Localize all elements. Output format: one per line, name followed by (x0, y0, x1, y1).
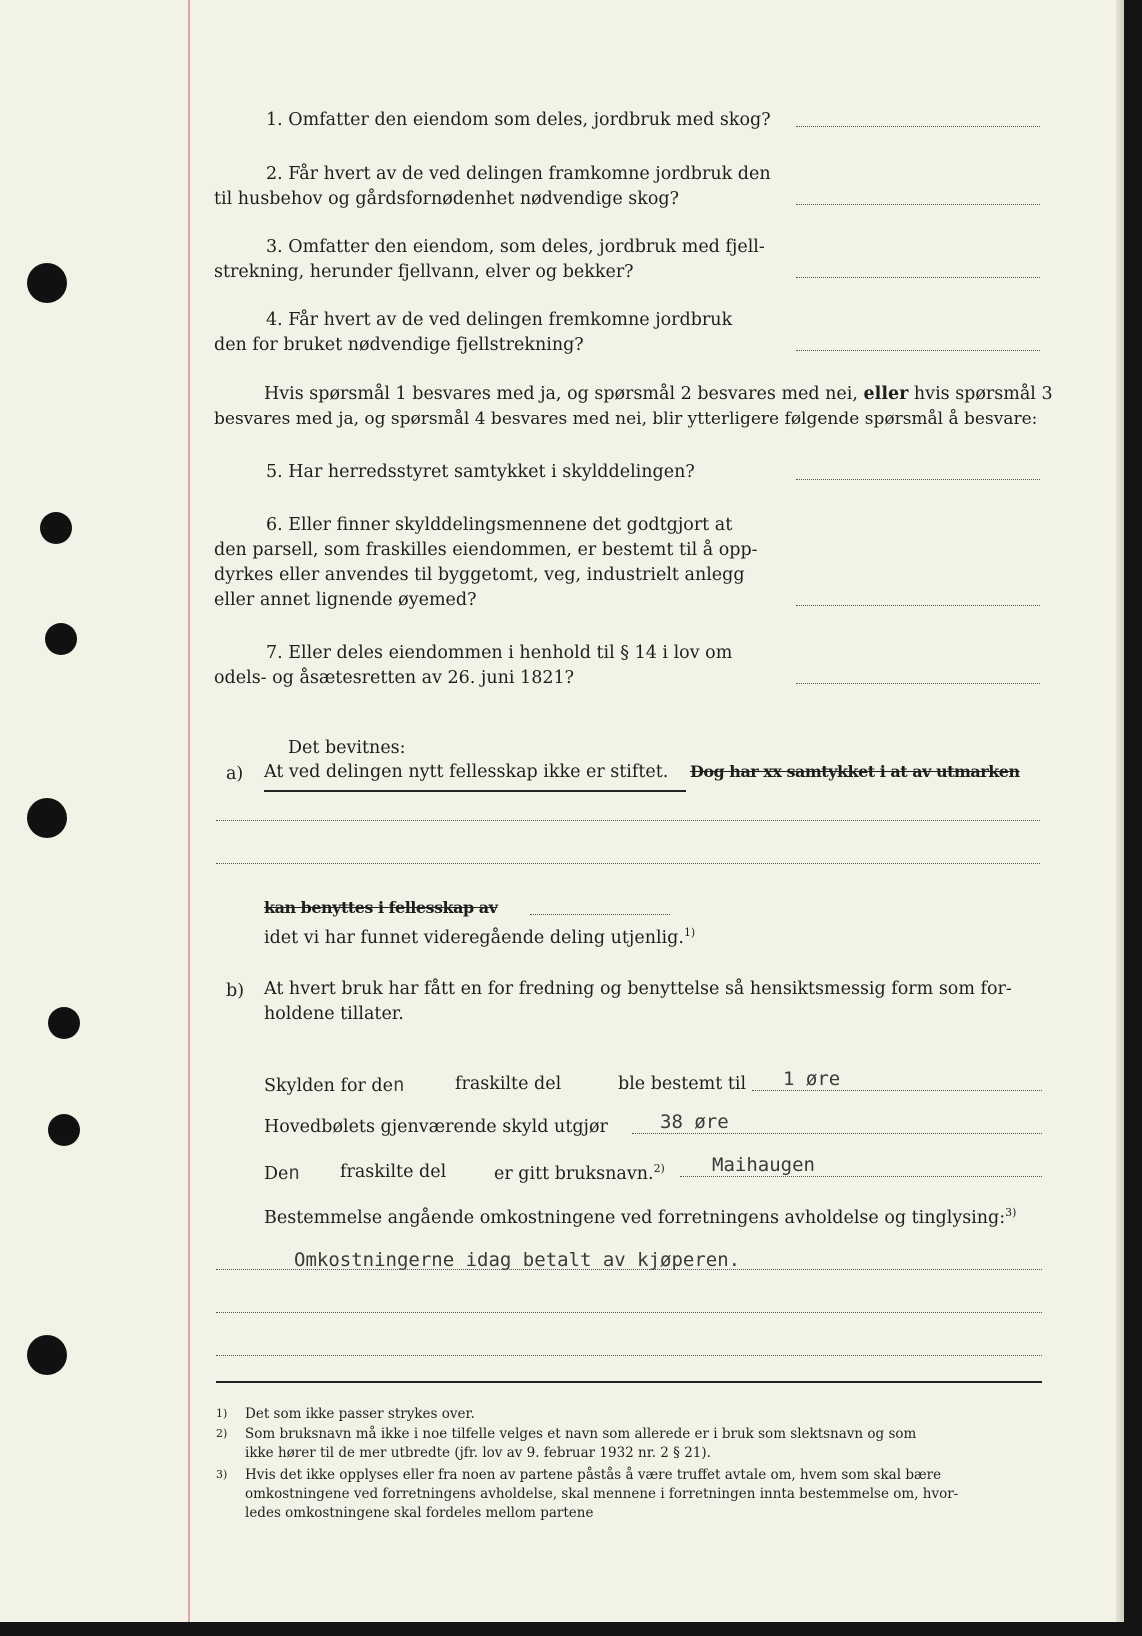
punch-hole (27, 263, 67, 303)
conditional-intro-part1: Hvis spørsmål 1 besvares med ja, og spørsmål 2 besvares med nei, (264, 384, 858, 404)
footnote-1-line-1: Det som ikke passer strykes over. (245, 1406, 475, 1422)
answer-line-6[interactable] (796, 605, 1040, 606)
den-label-3-text: er gitt bruksnavn. (494, 1163, 654, 1184)
hoved-label: Hovedbølets gjenværende skyld utgjør (264, 1117, 608, 1137)
question-7-line-2: odels- og åsætesretten av 26. juni 1821? (214, 668, 574, 688)
punch-hole (27, 1335, 67, 1375)
witness-blank-line-1[interactable] (216, 820, 1040, 821)
bestemmelse-label-text: Bestemmelse angående omkostningene ved forretningens avholdelse og tinglysing: (264, 1207, 1006, 1228)
bruksnavn-value-line (680, 1176, 1042, 1177)
question-3-line-1: 3. Omfatter den eiendom, som deles, jordbruk med fjell- (266, 237, 765, 257)
witness-a-underline (264, 790, 686, 792)
witness-b-line-2: holdene tillater. (264, 1004, 404, 1024)
skyld-value-line (752, 1090, 1042, 1091)
den-hand-n: n (288, 1162, 300, 1184)
den-field (264, 1162, 300, 1184)
punch-hole (48, 1114, 80, 1146)
bruksnavn-value[interactable]: Maihaugen (712, 1154, 815, 1176)
footnote-2-mark: 2) (216, 1427, 228, 1440)
skyld-label-3: ble bestemt til (618, 1074, 747, 1094)
question-3-line-2: strekning, herunder fjellvann, elver og bekker? (214, 262, 634, 282)
omkostninger-line-1 (216, 1269, 1042, 1270)
witness-a-text: At ved delingen nytt fellesskap ikke er stiftet. (264, 762, 669, 782)
footnote-2-line-2: ikke hører til de mer utbredte (jfr. lov av 9. februar 1932 nr. 2 § 21). (245, 1445, 711, 1461)
skyld-field (264, 1074, 404, 1096)
den-label-1: De (264, 1164, 289, 1184)
footnote-2-line-1: Som bruksnavn må ikke i noe tilfelle velges et navn som allerede er i bruk som slektsnavn og som (245, 1426, 917, 1442)
question-2-line-1: 2. Får hvert av de ved delingen framkomne jordbruk den (266, 164, 771, 184)
footnote-ref-2: 2) (653, 1162, 665, 1175)
footnote-3-line-1: Hvis det ikke opplyses eller fra noen av partene påstås å være truffet avtale om, hvem som skal bære (245, 1467, 942, 1483)
omkostninger-value[interactable]: Omkostningerne idag betalt av kjøperen. (294, 1249, 741, 1271)
red-margin-line (188, 0, 190, 1622)
question-4-line-2: den for bruket nødvendige fjellstrekning? (214, 335, 584, 355)
question-4-line-1: 4. Får hvert av de ved delingen fremkomne jordbruk (266, 310, 733, 330)
skyld-value[interactable]: 1 øre (783, 1068, 841, 1090)
footnote-ref-1: 1) (683, 926, 696, 939)
witness-heading: Det bevitnes: (288, 738, 406, 758)
footnote-separator (216, 1381, 1042, 1383)
question-6-line-4: eller annet lignende øyemed? (214, 590, 477, 610)
conditional-intro-bold: eller (863, 384, 909, 404)
answer-line-2[interactable] (796, 204, 1040, 205)
question-7-line-1: 7. Eller deles eiendommen i henhold til § 14 i lov om (266, 643, 733, 663)
question-6-line-3: dyrkes eller anvendes til byggetomt, veg, industrielt anlegg (214, 565, 745, 585)
den-label-3 (494, 1162, 665, 1184)
witness-a-label: a) (226, 764, 244, 784)
witness-b-line-1: At hvert bruk har fått en for fredning og benyttelse så hensiktsmessig form som for- (264, 979, 1012, 999)
question-1-line: 1. Omfatter den eiendom som deles, jordbruk med skog? (266, 110, 771, 130)
answer-line-5[interactable] (796, 479, 1040, 480)
bestemmelse-label (264, 1206, 1016, 1228)
punch-hole (40, 512, 72, 544)
question-5: 5. Har herredsstyret samtykket i skylddelingen? (266, 462, 695, 482)
den-label-2: fraskilte del (340, 1162, 447, 1182)
witness-a-struck: Dog har xx samtykket i at av utmarken (690, 762, 1020, 781)
answer-line-1[interactable] (796, 126, 1040, 127)
question-1 (266, 110, 771, 130)
answer-line-7[interactable] (796, 683, 1040, 684)
conditional-intro-line-1 (264, 384, 1053, 404)
answer-line-4[interactable] (796, 350, 1040, 351)
question-6-line-2: den parsell, som fraskilles eiendommen, er bestemt til å opp- (214, 540, 758, 560)
footnote-ref-3: 3) (1005, 1206, 1017, 1219)
question-2-line-2: til husbehov og gårdsfornødenhet nødvendige skog? (214, 189, 679, 209)
hoved-value[interactable]: 38 øre (660, 1111, 729, 1133)
witness-blank-line-2[interactable] (216, 863, 1040, 864)
page-edge (1116, 0, 1124, 1622)
footnote-3-line-3: ledes omkostningene skal fordeles mellom partene (245, 1505, 594, 1521)
skyld-label-2: fraskilte del (455, 1074, 562, 1094)
hoved-value-line (632, 1133, 1042, 1134)
conditional-intro-line-2: besvares med ja, og spørsmål 4 besvares med nei, blir ytterligere følgende spørsmål å besvare: (214, 409, 1038, 429)
punch-hole (45, 623, 77, 655)
punch-hole (48, 1007, 80, 1039)
skyld-label-1: Skylden for de (264, 1076, 393, 1096)
question-6-line-1: 6. Eller finner skylddelingsmennene det godtgjort at (266, 515, 733, 535)
skyld-hand-n: n (392, 1074, 405, 1096)
witness-blank-line-3[interactable] (530, 914, 670, 915)
witness-a-struck-2: kan benyttes i fellesskap av (264, 898, 498, 917)
omkostninger-line-3[interactable] (216, 1355, 1042, 1356)
omkostninger-line-2[interactable] (216, 1312, 1042, 1313)
footnote-3-mark: 3) (216, 1468, 228, 1481)
witness-a-reason-text: idet vi har funnet videregående deling utjenlig. (264, 927, 684, 948)
footnote-1-mark: 1) (216, 1407, 228, 1420)
punch-hole (27, 798, 67, 838)
witness-b-label: b) (226, 981, 245, 1001)
witness-a-reason (264, 926, 695, 948)
answer-line-3[interactable] (796, 277, 1040, 278)
footnote-3-line-2: omkostningene ved forretningens avholdelse, skal mennene i forretningen innta bestemmelse om, hvor- (245, 1486, 959, 1502)
conditional-intro-part2: hvis spørsmål 3 (913, 384, 1053, 404)
